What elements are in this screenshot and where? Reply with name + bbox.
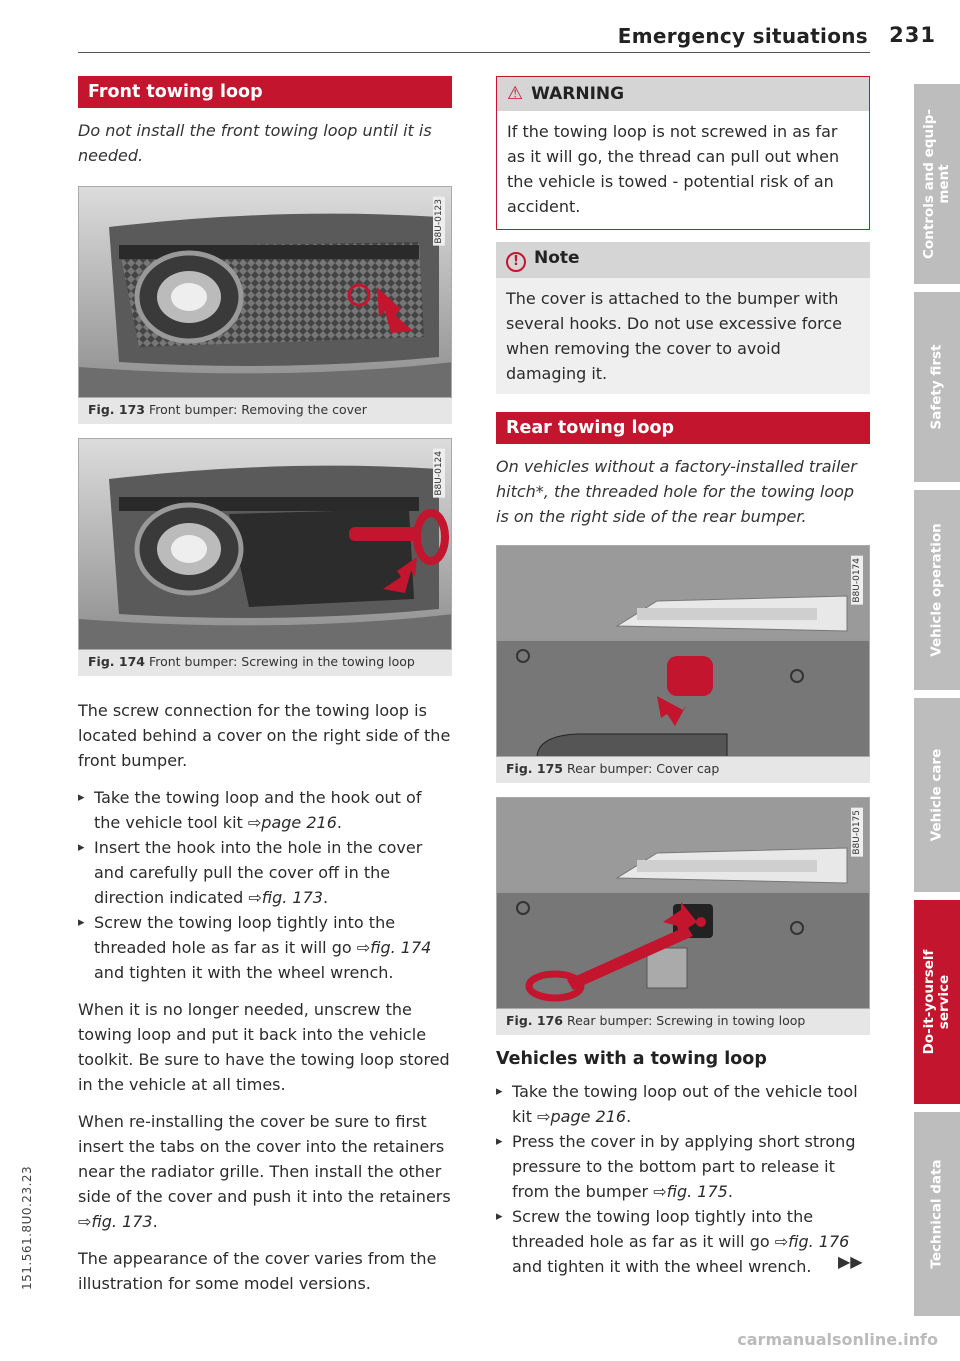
page-reference-link[interactable]: ⇨page 216 [537,1107,627,1126]
tab-label: Vehicle care [928,748,945,842]
warning-text: If the towing loop is not screwed in as far as it will go, the thread can pull out when the vehicle is towed - potential risk of an accident. [497,111,869,229]
figure-173-caption: Fig. 173 Front bumper: Removing the cover [78,398,452,424]
document-code: 151.561.8U0.23.23 [20,1165,34,1290]
figure-reference-link[interactable]: ⇨fig. 176 [774,1232,850,1251]
rear-bumper-towing-loop-illustration [497,798,870,1009]
rear-bumper-cover-cap-illustration [497,546,870,757]
figure-code: B8U-0123 [434,199,444,244]
figure-code: B8U-0174 [852,558,862,603]
figure-code: B8U-0124 [434,451,444,496]
header-rule [78,52,870,53]
rear-steps-list [496,1079,870,1279]
chapter-title: Emergency situations [617,24,868,48]
figure-reference-link[interactable]: ⇨fig. 174 [356,938,432,957]
tab-do-it-yourself-service[interactable] [914,900,960,1104]
figure-reference-link[interactable]: ⇨fig. 173 [78,1212,153,1231]
figure-174 [78,438,452,650]
list-item: ▸ Take the towing loop out of the vehicle tool kit ⇨page 216. [496,1079,870,1129]
figure-175 [496,545,870,757]
note-exclamation-icon: ! [506,252,526,272]
page-number: 231 [889,23,936,47]
page-reference-link[interactable]: ⇨page 216 [247,813,337,832]
tab-label: Technical data [928,1159,945,1269]
figure-176-caption: Fig. 176 Rear bumper: Screwing in towing loop [496,1009,870,1035]
note-text: The cover is attached to the bumper with several hooks. Do not use excessive force when removing the cover to avoid damaging it. [506,289,842,383]
figure-174-caption: Fig. 174 Front bumper: Screwing in the towing loop [78,650,452,676]
rear-intro: On vehicles without a factory-installed trailer hitch*, the threaded hole for the towing loop is on the right side of the rear bumper. [496,457,857,526]
tab-safety-first[interactable] [914,292,960,482]
tab-label: Vehicle operation [928,523,945,657]
tab-vehicle-operation[interactable] [914,490,960,690]
list-item: ▸ Screw the towing loop tightly into the threaded hole as far as it will go ⇨fig. 174 and tighten it with the wheel wrench. [78,910,452,985]
watermark: carmanualsonline.info [737,1330,938,1349]
list-item: ▸ Insert the hook into the hole in the cover and carefully pull the cover off in the direction indicated ⇨fig. 173. [78,835,452,910]
front-bumper-towing-loop-illustration [79,439,452,650]
tab-label: Safety first [928,344,945,430]
front-storage-text: When it is no longer needed, unscrew the towing loop and put it back into the vehicle toolkit. Be sure to have the towing loop stored in the vehicle at all times. [78,1000,450,1094]
section-title-front: Front towing loop [78,76,452,108]
front-intro: Do not install the front towing loop until it is needed. [78,121,432,165]
figure-code: B8U-0175 [852,810,862,855]
front-screw-location-text: The screw connection for the towing loop is located behind a cover on the right side of the front bumper. [78,701,451,770]
list-item: ▸ Take the towing loop and the hook out of the vehicle tool kit ⇨page 216. [78,785,452,835]
right-column [496,76,870,1279]
tab-label: Do-it-yourself service [921,949,952,1055]
figure-175-caption: Fig. 175 Rear bumper: Cover cap [496,757,870,783]
note-box [496,242,870,394]
front-reinstall-text: When re-installing the cover be sure to first insert the tabs on the cover into the retainers near the radiator grille. Then install the other side of the cover and push it into the retainers ⇨fig. 173. [78,1112,451,1231]
list-item: ▸ Press the cover in by applying short strong pressure to the bottom part to release it from the bumper ⇨fig. 175. [496,1129,870,1204]
note-header: ! Note [496,242,870,278]
warning-triangle-icon: ⚠ [507,83,524,104]
tab-technical-data[interactable] [914,1112,960,1316]
warning-header: ⚠ WARNING [497,77,869,111]
list-item: ▸ Screw the towing loop tightly into the threaded hole as far as it will go ⇨fig. 176 and tighten it with the wheel wrench. [496,1204,870,1279]
figure-reference-link[interactable]: ⇨fig. 173 [248,888,323,907]
front-appearance-text: The appearance of the cover varies from the illustration for some model versions. [78,1249,437,1293]
figure-173 [78,186,452,398]
front-steps-list [78,785,452,985]
section-title-rear: Rear towing loop [496,412,870,444]
left-column [78,76,452,1296]
figure-reference-link[interactable]: ⇨fig. 175 [653,1182,728,1201]
vehicles-with-towing-loop-heading: Vehicles with a towing loop [496,1049,767,1069]
tab-controls-and-equipment[interactable] [914,84,960,284]
warning-box [496,76,870,230]
figure-176 [496,797,870,1009]
front-bumper-cover-illustration [79,187,452,398]
tab-vehicle-care[interactable] [914,698,960,892]
continue-arrow-icon: ▶▶ [838,1252,863,1271]
tab-label: Controls and equip- ment [921,109,952,259]
